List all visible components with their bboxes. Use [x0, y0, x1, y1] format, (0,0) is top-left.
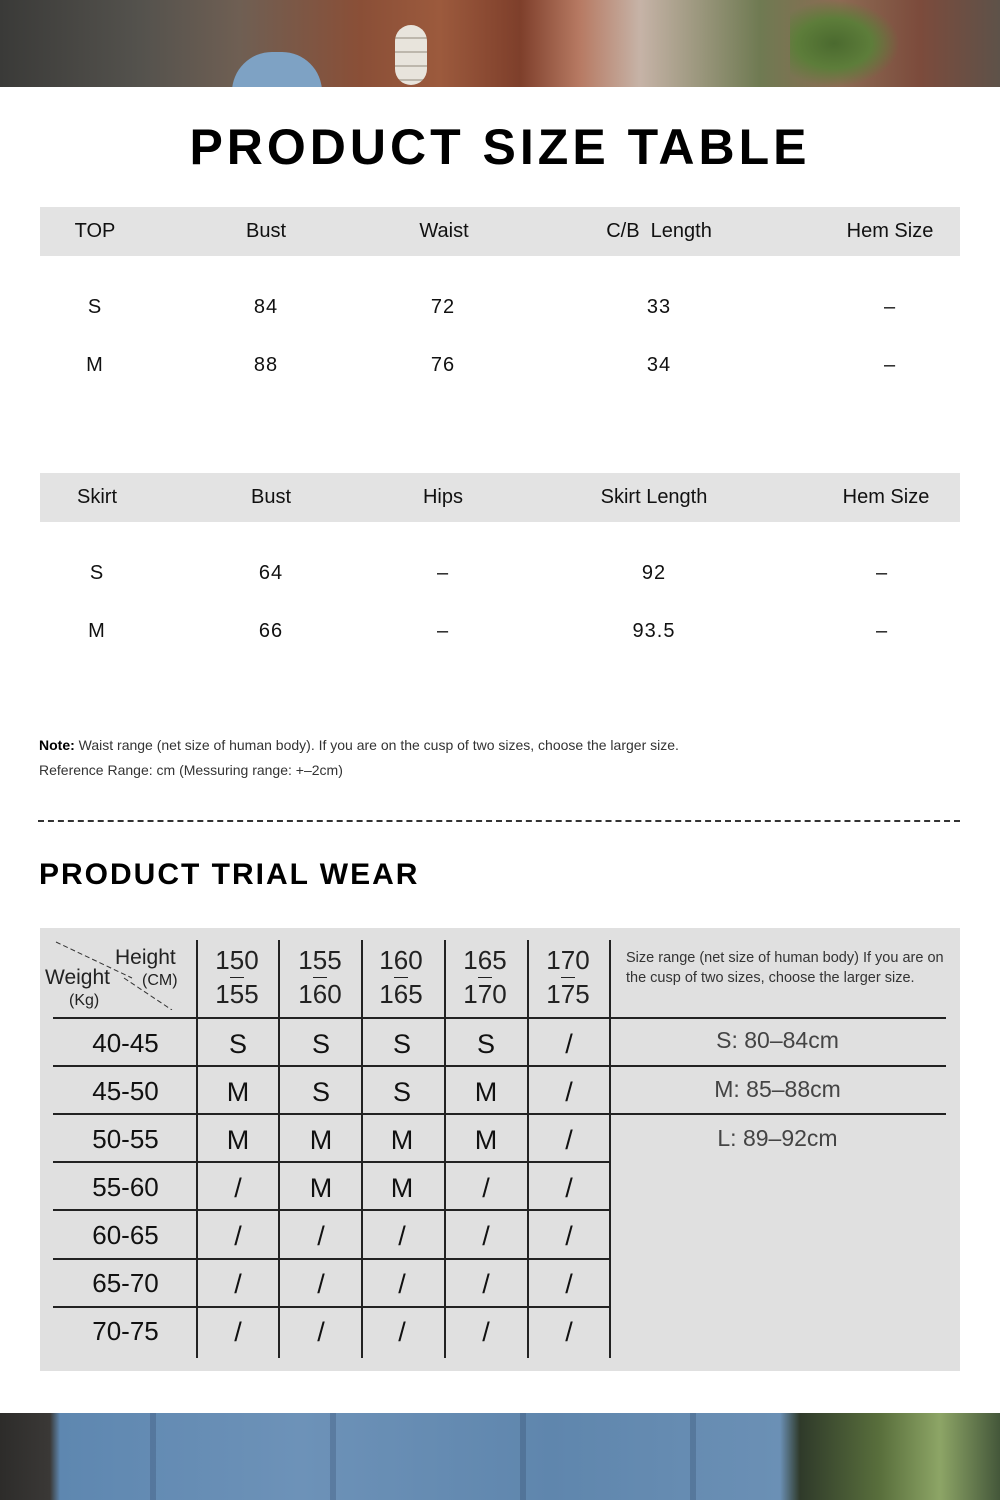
- height-range: [445, 942, 525, 1013]
- height-from: 150: [215, 945, 259, 975]
- table-cell: 66: [258, 620, 284, 642]
- table-cell: M: [88, 620, 106, 642]
- height-to: 155: [215, 979, 259, 1010]
- table-cell: 34: [646, 354, 672, 376]
- height-from: 160: [379, 945, 423, 975]
- size-cell: /: [234, 1269, 242, 1299]
- table-cell: –: [875, 620, 889, 642]
- weight-unit: (Kg): [69, 992, 100, 1009]
- height-range: [528, 942, 608, 1013]
- size-range-l: L: 89–92cm: [717, 1125, 838, 1151]
- height-from: 155: [298, 945, 342, 975]
- size-range-s: S: 80–84cm: [716, 1027, 839, 1053]
- table-cell: 92: [641, 562, 667, 584]
- fabric-fold: [150, 1413, 156, 1500]
- header-cell: Hem Size: [842, 486, 930, 508]
- note-label: Note:: [39, 737, 75, 753]
- top-size-table: [40, 207, 960, 396]
- grid-line: [53, 1306, 610, 1308]
- height-range: [197, 942, 277, 1013]
- page-title: PRODUCT SIZE TABLE: [189, 119, 811, 175]
- range-dash: [478, 977, 492, 978]
- range-dash: [561, 977, 575, 978]
- table-cell: 84: [253, 296, 279, 318]
- size-note: [39, 737, 679, 753]
- size-cell: /: [234, 1173, 242, 1203]
- weight-range: 50-55: [92, 1124, 159, 1154]
- dashed-divider: [38, 820, 960, 822]
- height-to: 170: [463, 979, 507, 1010]
- size-cell: /: [565, 1173, 573, 1203]
- grid-line: [53, 1258, 610, 1260]
- grid-line: [53, 1113, 946, 1115]
- plant-leaves: [790, 0, 900, 87]
- size-cell: S: [228, 1029, 247, 1059]
- size-cell: /: [482, 1269, 490, 1299]
- size-cell: /: [565, 1077, 573, 1107]
- table-cell: M: [86, 354, 104, 376]
- height-to: 175: [546, 979, 590, 1010]
- table-header: [40, 473, 960, 522]
- size-cell: S: [392, 1077, 411, 1107]
- range-dash: [313, 977, 327, 978]
- table-cell: –: [883, 354, 897, 376]
- height-to: 160: [298, 979, 342, 1010]
- header-cell: Waist: [419, 220, 469, 242]
- size-cell: M: [474, 1125, 498, 1155]
- size-range-m: M: 85–88cm: [714, 1076, 841, 1102]
- size-cell: /: [398, 1317, 406, 1347]
- header-cell: C/B Length: [606, 220, 712, 242]
- weight-range: 45-50: [92, 1076, 159, 1106]
- grid-line: [53, 1065, 946, 1067]
- trial-wear-table: [40, 928, 960, 1371]
- weight-label: Weight: [45, 966, 110, 989]
- grid-line: [53, 1017, 946, 1019]
- header-cell: Skirt Length: [600, 486, 708, 508]
- size-cell: /: [398, 1221, 406, 1251]
- size-range-description: Size range (net size of human body) If you are on the cusp of two sizes, choose the larger size.: [626, 950, 944, 986]
- range-dash: [230, 977, 244, 978]
- height-label: Height: [115, 946, 176, 969]
- fabric-fold: [330, 1413, 336, 1500]
- weight-range: 40-45: [92, 1028, 159, 1058]
- size-cell: /: [234, 1317, 242, 1347]
- height-range: [280, 942, 360, 1013]
- size-cell: /: [482, 1317, 490, 1347]
- grid-line: [53, 1209, 610, 1211]
- height-from: 165: [463, 945, 507, 975]
- size-cell: /: [565, 1269, 573, 1299]
- range-dash: [394, 977, 408, 978]
- skirt-size-table: [40, 473, 960, 662]
- header-cell: Bust: [250, 486, 292, 508]
- table-cell: 64: [258, 562, 284, 584]
- bottom-photo: [0, 1413, 1000, 1500]
- size-cell: S: [311, 1029, 330, 1059]
- size-cell: M: [309, 1125, 333, 1155]
- header-cell: Skirt: [77, 486, 117, 508]
- size-cell: /: [398, 1269, 406, 1299]
- size-cell: M: [309, 1173, 333, 1203]
- size-cell: S: [392, 1029, 411, 1059]
- size-cell: M: [390, 1125, 414, 1155]
- size-cell: /: [317, 1269, 325, 1299]
- table-cell: –: [883, 296, 897, 318]
- size-cell: S: [476, 1029, 495, 1059]
- table-row: [40, 280, 960, 338]
- size-cell: /: [565, 1029, 573, 1059]
- fabric-fold: [520, 1413, 526, 1500]
- reference-range: Reference Range: cm (Messuring range: +–2cm): [39, 762, 343, 778]
- table-row: [40, 546, 960, 604]
- height-from: 170: [546, 945, 590, 975]
- size-cell: /: [482, 1221, 490, 1251]
- size-cell: /: [234, 1221, 242, 1251]
- weight-range: 65-70: [92, 1268, 159, 1298]
- weight-range: 55-60: [92, 1172, 159, 1202]
- header-cell: Bust: [245, 220, 287, 242]
- table-row: [40, 604, 960, 662]
- height-to: 165: [379, 979, 423, 1010]
- size-cell: M: [390, 1173, 414, 1203]
- height-range: [361, 942, 441, 1013]
- size-cell: /: [565, 1221, 573, 1251]
- table-cell: 33: [646, 296, 672, 318]
- table-cell: 88: [253, 354, 279, 376]
- header-cell: TOP: [74, 220, 116, 242]
- table-header: [40, 207, 960, 256]
- size-cell: M: [474, 1077, 498, 1107]
- fabric-fold: [690, 1413, 696, 1500]
- table-cell: S: [87, 296, 103, 318]
- trial-wear-title: PRODUCT TRIAL WEAR: [39, 858, 420, 891]
- table-cell: –: [436, 562, 450, 584]
- table-row: [40, 338, 960, 396]
- grid-line: [53, 1161, 610, 1163]
- size-cell: /: [482, 1173, 490, 1203]
- header-cell: Hem Size: [846, 220, 934, 242]
- denim-shoulder: [232, 52, 322, 87]
- size-cell: /: [565, 1125, 573, 1155]
- size-cell: M: [226, 1125, 250, 1155]
- size-cell: /: [317, 1317, 325, 1347]
- table-cell: 93.5: [632, 620, 676, 642]
- top-photo: [0, 0, 1000, 87]
- size-cell: S: [311, 1077, 330, 1107]
- table-cell: –: [875, 562, 889, 584]
- table-cell: 76: [430, 354, 456, 376]
- note-text: Waist range (net size of human body). If you are on the cusp of two sizes, choose the larger size.: [74, 737, 679, 753]
- weight-range: 70-75: [92, 1316, 159, 1346]
- bead-necklace: [395, 25, 427, 85]
- table-cell: 72: [430, 296, 456, 318]
- header-cell: Hips: [422, 486, 464, 508]
- size-cell: M: [226, 1077, 250, 1107]
- size-cell: /: [565, 1317, 573, 1347]
- table-cell: –: [436, 620, 450, 642]
- table-cell: S: [89, 562, 105, 584]
- height-unit: (CM): [142, 972, 178, 989]
- weight-range: 60-65: [92, 1220, 159, 1250]
- size-cell: /: [317, 1221, 325, 1251]
